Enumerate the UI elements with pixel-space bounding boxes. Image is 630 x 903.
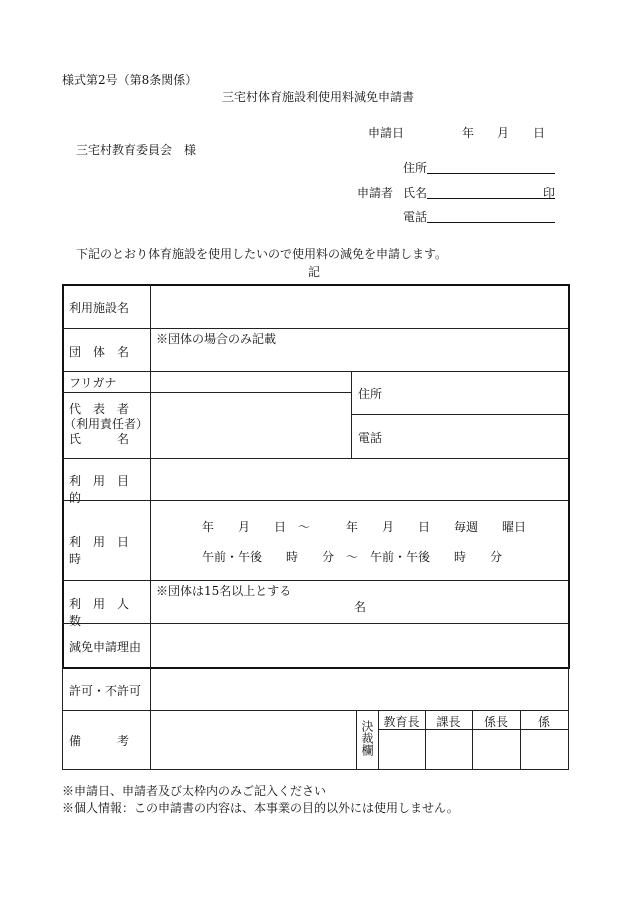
footer-note-1: ※申請日、申請者及び太枠内のみご記入ください bbox=[62, 784, 327, 798]
seal-mark: 印 bbox=[543, 186, 556, 200]
ki-mark: 記 bbox=[308, 265, 321, 279]
group-field[interactable] bbox=[151, 344, 567, 371]
purpose-label: 利 用 目 的 bbox=[69, 474, 142, 505]
reason-field[interactable] bbox=[151, 624, 567, 665]
facility-label: 利用施設名 bbox=[69, 301, 130, 315]
statement: 下記のとおり体育施設を使用したいので使用料の減免を申請します。 bbox=[76, 247, 448, 261]
applicant-name-label: 氏名 bbox=[403, 186, 428, 200]
permit-label: 許可・不許可 bbox=[69, 684, 142, 698]
applicant-label: 申請者 bbox=[357, 186, 394, 200]
application-form-table bbox=[62, 284, 568, 770]
approver-superintendent: 教育長 bbox=[383, 715, 420, 729]
people-note: ※団体は15名以上とする bbox=[156, 584, 292, 598]
addressee: 三宅村教育委員会 様 bbox=[76, 143, 197, 157]
permit-field[interactable] bbox=[151, 666, 567, 709]
furigana-field[interactable] bbox=[151, 372, 351, 392]
group-note: ※団体の場合のみ記載 bbox=[156, 332, 277, 346]
datetime-label: 利 用 日 時 bbox=[69, 535, 142, 566]
date-month: 月 bbox=[497, 126, 510, 140]
applicant-address-field[interactable] bbox=[427, 159, 555, 174]
stamp-section-chief[interactable] bbox=[426, 730, 472, 769]
datetime-line-1: 年 月 日 ～ 年 月 日 毎週 曜日 bbox=[202, 520, 527, 534]
applicant-phone-label: 電話 bbox=[403, 210, 428, 224]
rep-phone-label: 電話 bbox=[358, 431, 383, 445]
applicant-name-field[interactable] bbox=[427, 184, 555, 199]
representative-field[interactable] bbox=[151, 393, 351, 458]
date-year: 年 bbox=[462, 126, 475, 140]
approver-staff: 係 bbox=[537, 715, 550, 729]
datetime-line-2: 午前・午後 時 分 ～ 午前・午後 時 分 bbox=[202, 550, 503, 564]
stamp-superintendent[interactable] bbox=[379, 730, 425, 769]
furigana-label: フリガナ bbox=[69, 376, 117, 390]
remarks-label: 備 考 bbox=[69, 734, 130, 748]
stamp-subsection-chief[interactable] bbox=[473, 730, 520, 769]
purpose-field[interactable] bbox=[151, 459, 567, 500]
group-label: 団 体 名 bbox=[69, 345, 130, 359]
facility-field[interactable] bbox=[151, 285, 567, 328]
decision-label: 決裁欄 bbox=[360, 720, 374, 756]
applicant-address-label: 住所 bbox=[403, 161, 428, 175]
stamp-staff[interactable] bbox=[521, 730, 567, 769]
applicant-phone-field[interactable] bbox=[427, 208, 555, 223]
form-number: 様式第2号（第8条関係） bbox=[62, 73, 198, 87]
page-title: 三宅村体育施設利使用料減免申請書 bbox=[222, 90, 415, 104]
footer-note-2: ※個人情報：この申請書の内容は、本事業の目的以外には使用しません。 bbox=[62, 801, 459, 815]
date-label: 申請日 bbox=[368, 126, 405, 140]
approver-section-chief: 課長 bbox=[436, 715, 461, 729]
approver-subsection-chief: 係長 bbox=[483, 715, 508, 729]
remarks-field[interactable] bbox=[151, 711, 355, 769]
rep-address-label: 住所 bbox=[358, 387, 383, 401]
people-unit: 名 bbox=[354, 600, 367, 614]
representative-label: 代 表 者 （利用責任者） 氏 名 bbox=[64, 402, 149, 446]
reason-label: 減免申請理由 bbox=[69, 640, 142, 654]
people-label: 利 用 人 数 bbox=[69, 597, 142, 628]
date-day: 日 bbox=[533, 126, 546, 140]
